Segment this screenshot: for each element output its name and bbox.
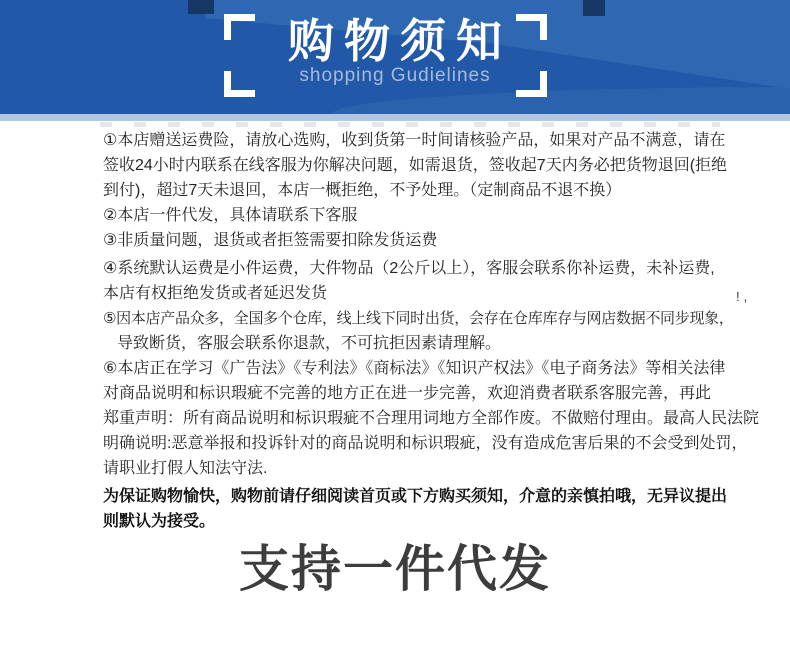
notice-line: ①本店赠送运费险，请放心选购，收到货第一时间请核验产品，如果对产品不满意，请在 <box>103 132 726 149</box>
corner-bracket-top-left-icon <box>224 14 255 40</box>
corner-bracket-top-right-icon <box>516 14 547 40</box>
notice-line: 到付)，超过7天未退回，本店一概拒绝，不予处理。（定制商品不退不换） <box>103 182 622 199</box>
notice-bold-line: 则默认为接受。 <box>103 513 216 530</box>
notice-line: ⑤因本店产品众多，全国多个仓库，线上线下同时出货，会存在仓库库存与网店数据不同步现象， <box>103 310 734 327</box>
notice-line: 明确说明:恶意举报和投诉针对的商品说明和标识瑕疵，没有造成危害后果的不会受到处罚， <box>103 435 748 452</box>
notice-line: 导致断货，客服会联系你退款，不可抗拒因素请理解。 <box>117 335 502 352</box>
notice-line: 对商品说明和标识瑕疵不完善的地方正在进一步完善，欢迎消费者联系客服完善，再此 <box>103 385 712 402</box>
shopping-notice-text <box>103 121 760 534</box>
dropshipping-slogan: 支持一件代发 <box>239 541 551 597</box>
notice-line: 本店有权拒绝发货或者延迟发货 <box>103 285 328 302</box>
corner-bracket-bottom-right-icon <box>516 71 547 97</box>
notice-line: ④系统默认运费是小件运费，大件物品（2公斤以上），客服会联系你补运费，未补运费, <box>103 260 715 277</box>
notice-line: ③非质量问题，退货或者拒签需要扣除发货运费 <box>103 232 438 249</box>
notice-line: 请职业打假人知法守法. <box>103 460 268 477</box>
viewfinder-frame <box>224 14 547 97</box>
banner-bottom-strip <box>0 114 790 121</box>
banner-subtitle: shopping Gudielines <box>299 65 491 86</box>
notice-bold-line: 为保证购物愉快，购物前请仔细阅读首页或下方购买须知，介意的亲慎拍哦，无异议提出 <box>103 488 728 505</box>
notice-line: ⑥本店正在学习《广告法》《专利法》《商标法》《知识产权法》《电子商务法》等相关法律 <box>103 360 726 377</box>
notice-line: 签收24小时内联系在线客服为你解决问题，如需退货，签收起7天内务必把货物退回(拒绝 <box>103 157 728 174</box>
corner-bracket-bottom-left-icon <box>224 71 255 97</box>
banner-title: 购物须知 <box>288 15 512 67</box>
notice-line: 郑重声明：所有商品说明和标识瑕疵不合理用词地方全部作废。不做赔付理由。最高人民法院 <box>103 410 760 427</box>
notice-line: ②本店一件代发，具体请联系下客服 <box>103 207 358 224</box>
edge-text-fragment: !, <box>736 289 752 304</box>
shopping-guidelines-banner <box>0 0 790 114</box>
